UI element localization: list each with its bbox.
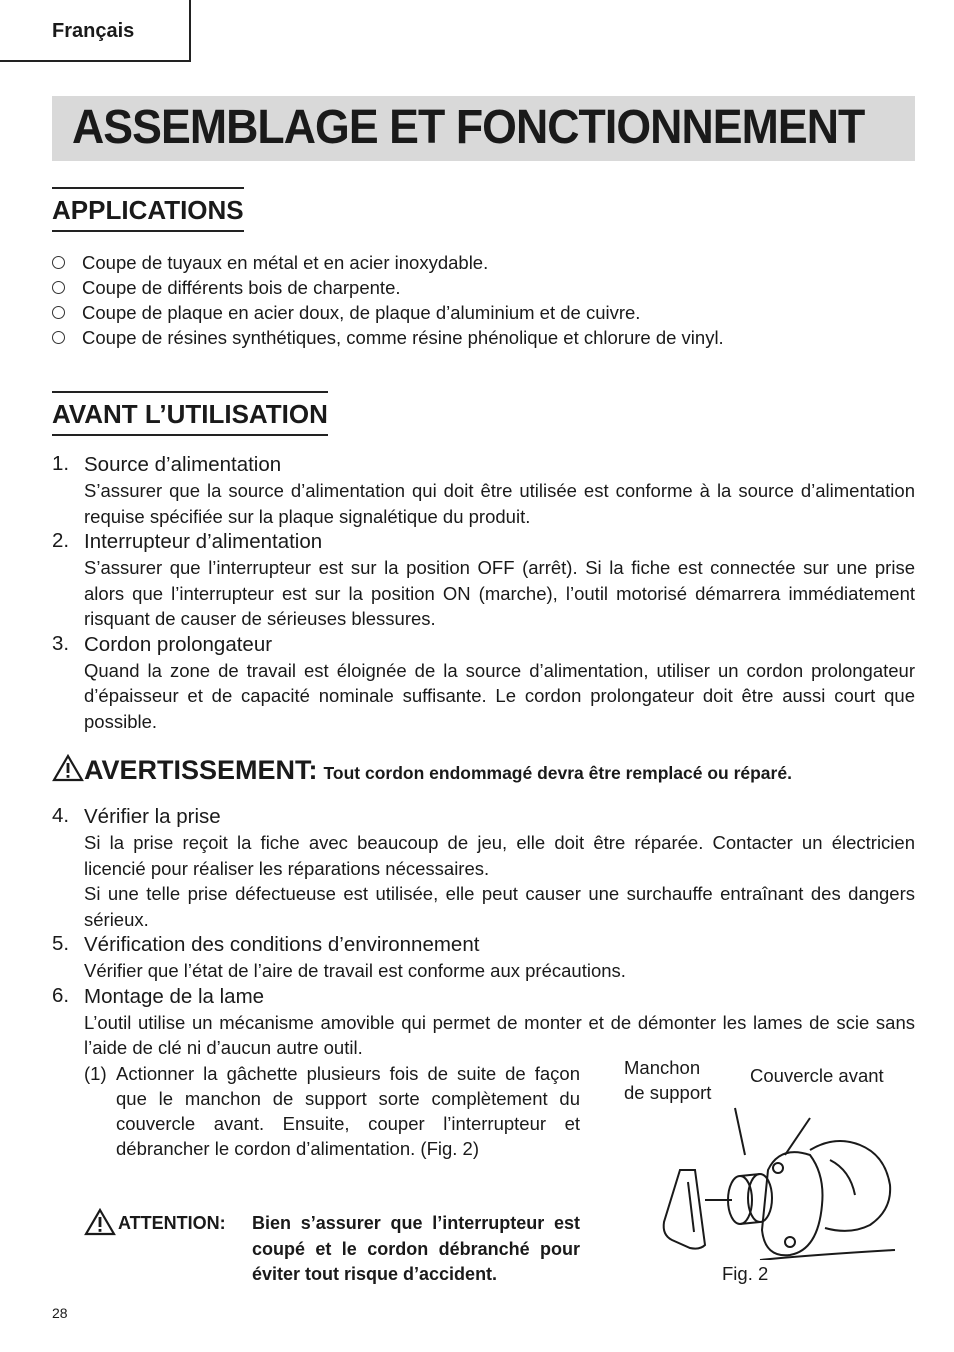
figure-2	[600, 1050, 930, 1300]
warning-label: AVERTISSEMENT:	[84, 755, 318, 785]
list-item: 3. Cordon prolongateur Quand la zone de travail est éloignée de la source d’alimentation, utiliser un cordon prolongateur d’épaisseur et de capacité nominale suffisante. Le cordon prolongateur doit être aussi court que possible.	[52, 632, 915, 735]
before-use-heading: AVANT L’UTILISATION	[52, 391, 328, 436]
circle-bullet-icon	[52, 331, 65, 344]
step-number: (1)	[84, 1063, 107, 1084]
warning-triangle-icon	[84, 1208, 116, 1236]
warning-triangle-icon	[52, 754, 84, 782]
item-text: Quand la zone de travail est éloignée de la source d’alimentation, utiliser un cordon prolongateur d’épaisseur et de capacité nominale suffisante. Le cordon prolongateur doit être aussi court que possible.	[84, 659, 915, 732]
list-item: 5. Vérification des conditions d’environnement Vérifier que l’état de l’aire de travail est conforme aux précautions.	[52, 932, 915, 984]
before-use-items-2	[52, 804, 915, 1061]
list-item: 6. Montage de la lame L’outil utilise un mécanisme amovible qui permet de monter et de démonter les lames de scie sans l’aide de clé ni d’aucun autre outil.	[52, 984, 915, 1061]
list-item: 4. Vérifier la prise Si la prise reçoit la fiche avec beaucoup de jeu, elle doit être réparée. Contacter un électricien licencié pour réaliser les réparations nécessaires. Si une telle prise défectueuse est utilisée, elle peut causer une surchauffe entraînant des dangers sérieux.	[52, 804, 915, 932]
before-use-items	[52, 452, 915, 734]
attention-block	[84, 1208, 580, 1288]
item-title: Vérifier la prise	[84, 805, 221, 828]
language-tab	[0, 0, 191, 62]
circle-bullet-icon	[52, 256, 65, 269]
item-text: Si la prise reçoit la fiche avec beaucoup de jeu, elle doit être réparée. Contacter un électricien licencié pour réaliser les réparations nécessaires.	[84, 832, 915, 879]
list-item: Coupe de différents bois de charpente.	[52, 275, 922, 300]
warning-line	[52, 754, 932, 786]
page-number: 28	[52, 1305, 68, 1321]
attention-label: ATTENTION:	[118, 1213, 226, 1233]
step-1	[84, 1061, 580, 1161]
page-title: ASSEMBLAGE ET FONCTIONNEMENT	[72, 101, 865, 154]
item-text: Vérifier que l’état de l’aire de travail est conforme aux précautions.	[84, 960, 626, 981]
list-item: 1. Source d’alimentation S’assurer que la source d’alimentation qui doit être utilisée est conforme à la source d’alimentation requise spécifiée sur la plaque signalétique du produit.	[52, 452, 915, 529]
attention-text: Bien s’assurer que l’interrupteur est coupé et le cordon débranché pour éviter tout risque d’accident.	[252, 1213, 580, 1284]
item-text: S’assurer que la source d’alimentation qui doit être utilisée est conforme à la source d’alimentation requise spécifiée sur la plaque signalétique du produit.	[84, 480, 915, 527]
circle-bullet-icon	[52, 281, 65, 294]
item-title: Vérification des conditions d’environnement	[84, 933, 480, 956]
title-bar	[52, 96, 915, 161]
applications-heading: APPLICATIONS	[52, 187, 244, 232]
saw-sleeve-illustration	[650, 1100, 900, 1260]
figure-caption: Fig. 2	[722, 1263, 769, 1284]
item-title: Source d’alimentation	[84, 453, 282, 476]
label-sleeve: Manchon de support	[624, 1057, 712, 1103]
list-item: Coupe de résines synthétiques, comme résine phénolique et chlorure de vinyl.	[52, 325, 922, 350]
list-item: Coupe de tuyaux en métal et en acier inoxydable.	[52, 250, 922, 275]
circle-bullet-icon	[52, 306, 65, 319]
applications-list	[52, 250, 922, 350]
label-front-cover: Couvercle avant	[750, 1065, 884, 1086]
warning-text: Tout cordon endommagé devra être remplacé ou réparé.	[323, 763, 792, 783]
item-title: Cordon prolongateur	[84, 632, 273, 656]
list-item: 2. Interrupteur d’alimentation S’assurer que l’interrupteur est sur la position OFF (arrêt). Si la fiche est connectée sur une prise alors que l’interrupteur est sur la position ON (marche), l’outil motorisé démarrera immédiatement risquant de causer de sérieuses blessures.	[52, 529, 915, 632]
item-title: Interrupteur d’alimentation	[84, 530, 323, 553]
item-text: S’assurer que l’interrupteur est sur la position OFF (arrêt). Si la fiche est connectée sur une prise alors que l’interrupteur est sur la position ON (marche), l’outil motorisé démarrera immédiatement risquant de causer de sérieuses blessures.	[84, 557, 915, 629]
item-title: Montage de la lame	[84, 984, 265, 1008]
step-text: Actionner la gâchette plusieurs fois de suite de façon que le manchon de support sorte complètement du couvercle avant. Ensuite, couper l’interrupteur et débrancher le cordon d’alimentation. (Fig. 2)	[116, 1063, 580, 1159]
list-item: Coupe de plaque en acier doux, de plaque d’aluminium et de cuivre.	[52, 300, 922, 325]
language-label: Français	[52, 20, 135, 42]
item-text: L’outil utilise un mécanisme amovible qui permet de monter et de démonter les lames de scie sans l’aide de clé ni d’aucun autre outil.	[84, 1011, 915, 1058]
item-text: Si une telle prise défectueuse est utilisée, elle peut causer une surchauffe entraînant des dangers sérieux.	[84, 883, 915, 930]
